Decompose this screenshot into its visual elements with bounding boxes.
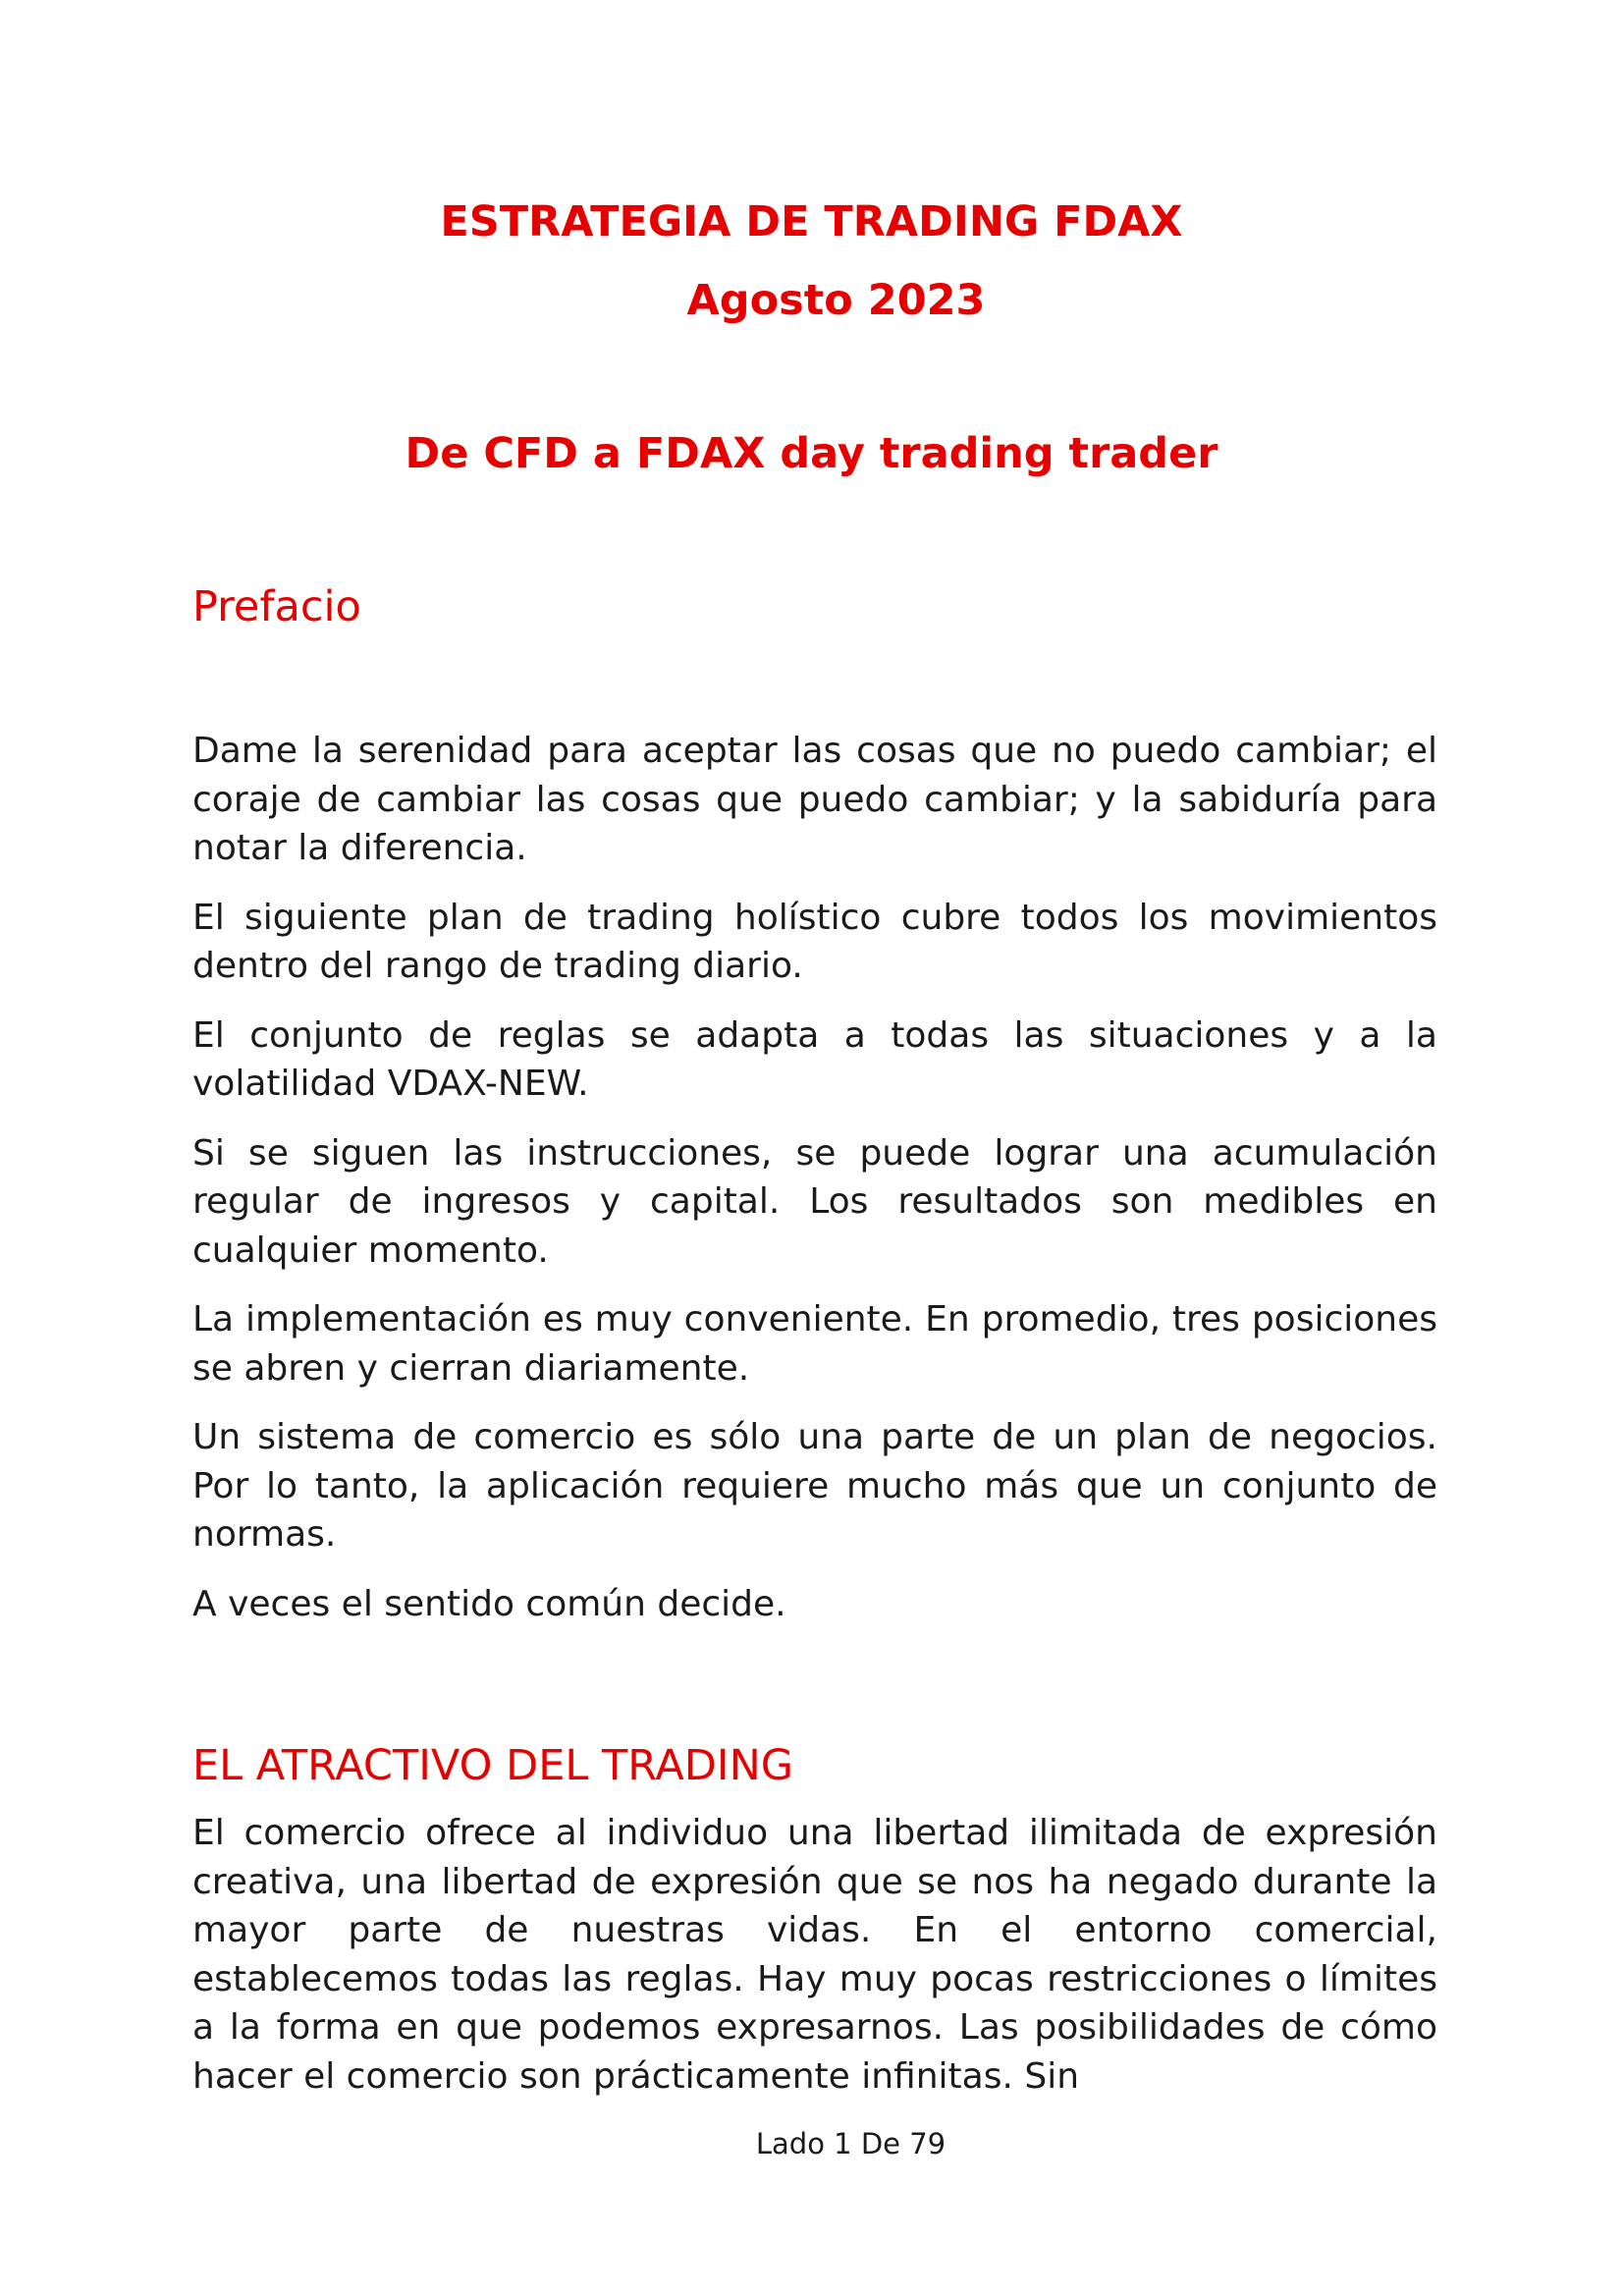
paragraph: Un sistema de comercio es sólo una parte de un plan de negocios. Por lo tanto, la aplicación requiere mucho más que un conjunto de normas. <box>192 1417 1437 1555</box>
page-number-footer: Lado 1 De 79 <box>755 2127 947 2160</box>
section-body-atractivo <box>192 1809 1437 2121</box>
document-title: ESTRATEGIA DE TRADING FDAX <box>440 197 1183 246</box>
paragraph: El siguiente plan de trading holístico cubre todos los movimientos dentro del rango de trading diario. <box>192 897 1437 986</box>
document-date: Agosto 2023 <box>686 276 986 325</box>
paragraph: A veces el sentido común decide. <box>192 1583 786 1624</box>
section-heading-prefacio: Prefacio <box>192 582 361 631</box>
paragraph: El comercio ofrece al individuo una libertad ilimitada de expresión creativa, una libertad de expresión que se nos ha negado durante la mayor parte de nuestras vidas. En el entorno comercial, establecemos todas las reglas. Hay muy pocas restricciones o límites a la forma en que podemos expresarnos. Las posibilidades de cómo hacer el comercio son prácticamente infinitas. Sin <box>192 1813 1437 2097</box>
paragraph: Si se siguen las instrucciones, se puede lograr una acumulación regular de ingresos y capital. Los resultados son medibles en cualquier momento. <box>192 1132 1437 1271</box>
paragraph: Dame la serenidad para aceptar las cosas que no puedo cambiar; el coraje de cambiar las cosas que puedo cambiar; y la sabiduría para notar la diferencia. <box>192 731 1437 868</box>
paragraph: La implementación es muy conveniente. En promedio, tres posiciones se abren y cierran diariamente. <box>192 1299 1437 1389</box>
document-subtitle: De CFD a FDAX day trading trader <box>405 429 1218 478</box>
section-heading-atractivo: EL ATRACTIVO DEL TRADING <box>192 1741 794 1790</box>
section-body-prefacio <box>192 727 1437 1649</box>
paragraph: El conjunto de reglas se adapta a todas las situaciones y a la volatilidad VDAX-NEW. <box>192 1014 1437 1104</box>
